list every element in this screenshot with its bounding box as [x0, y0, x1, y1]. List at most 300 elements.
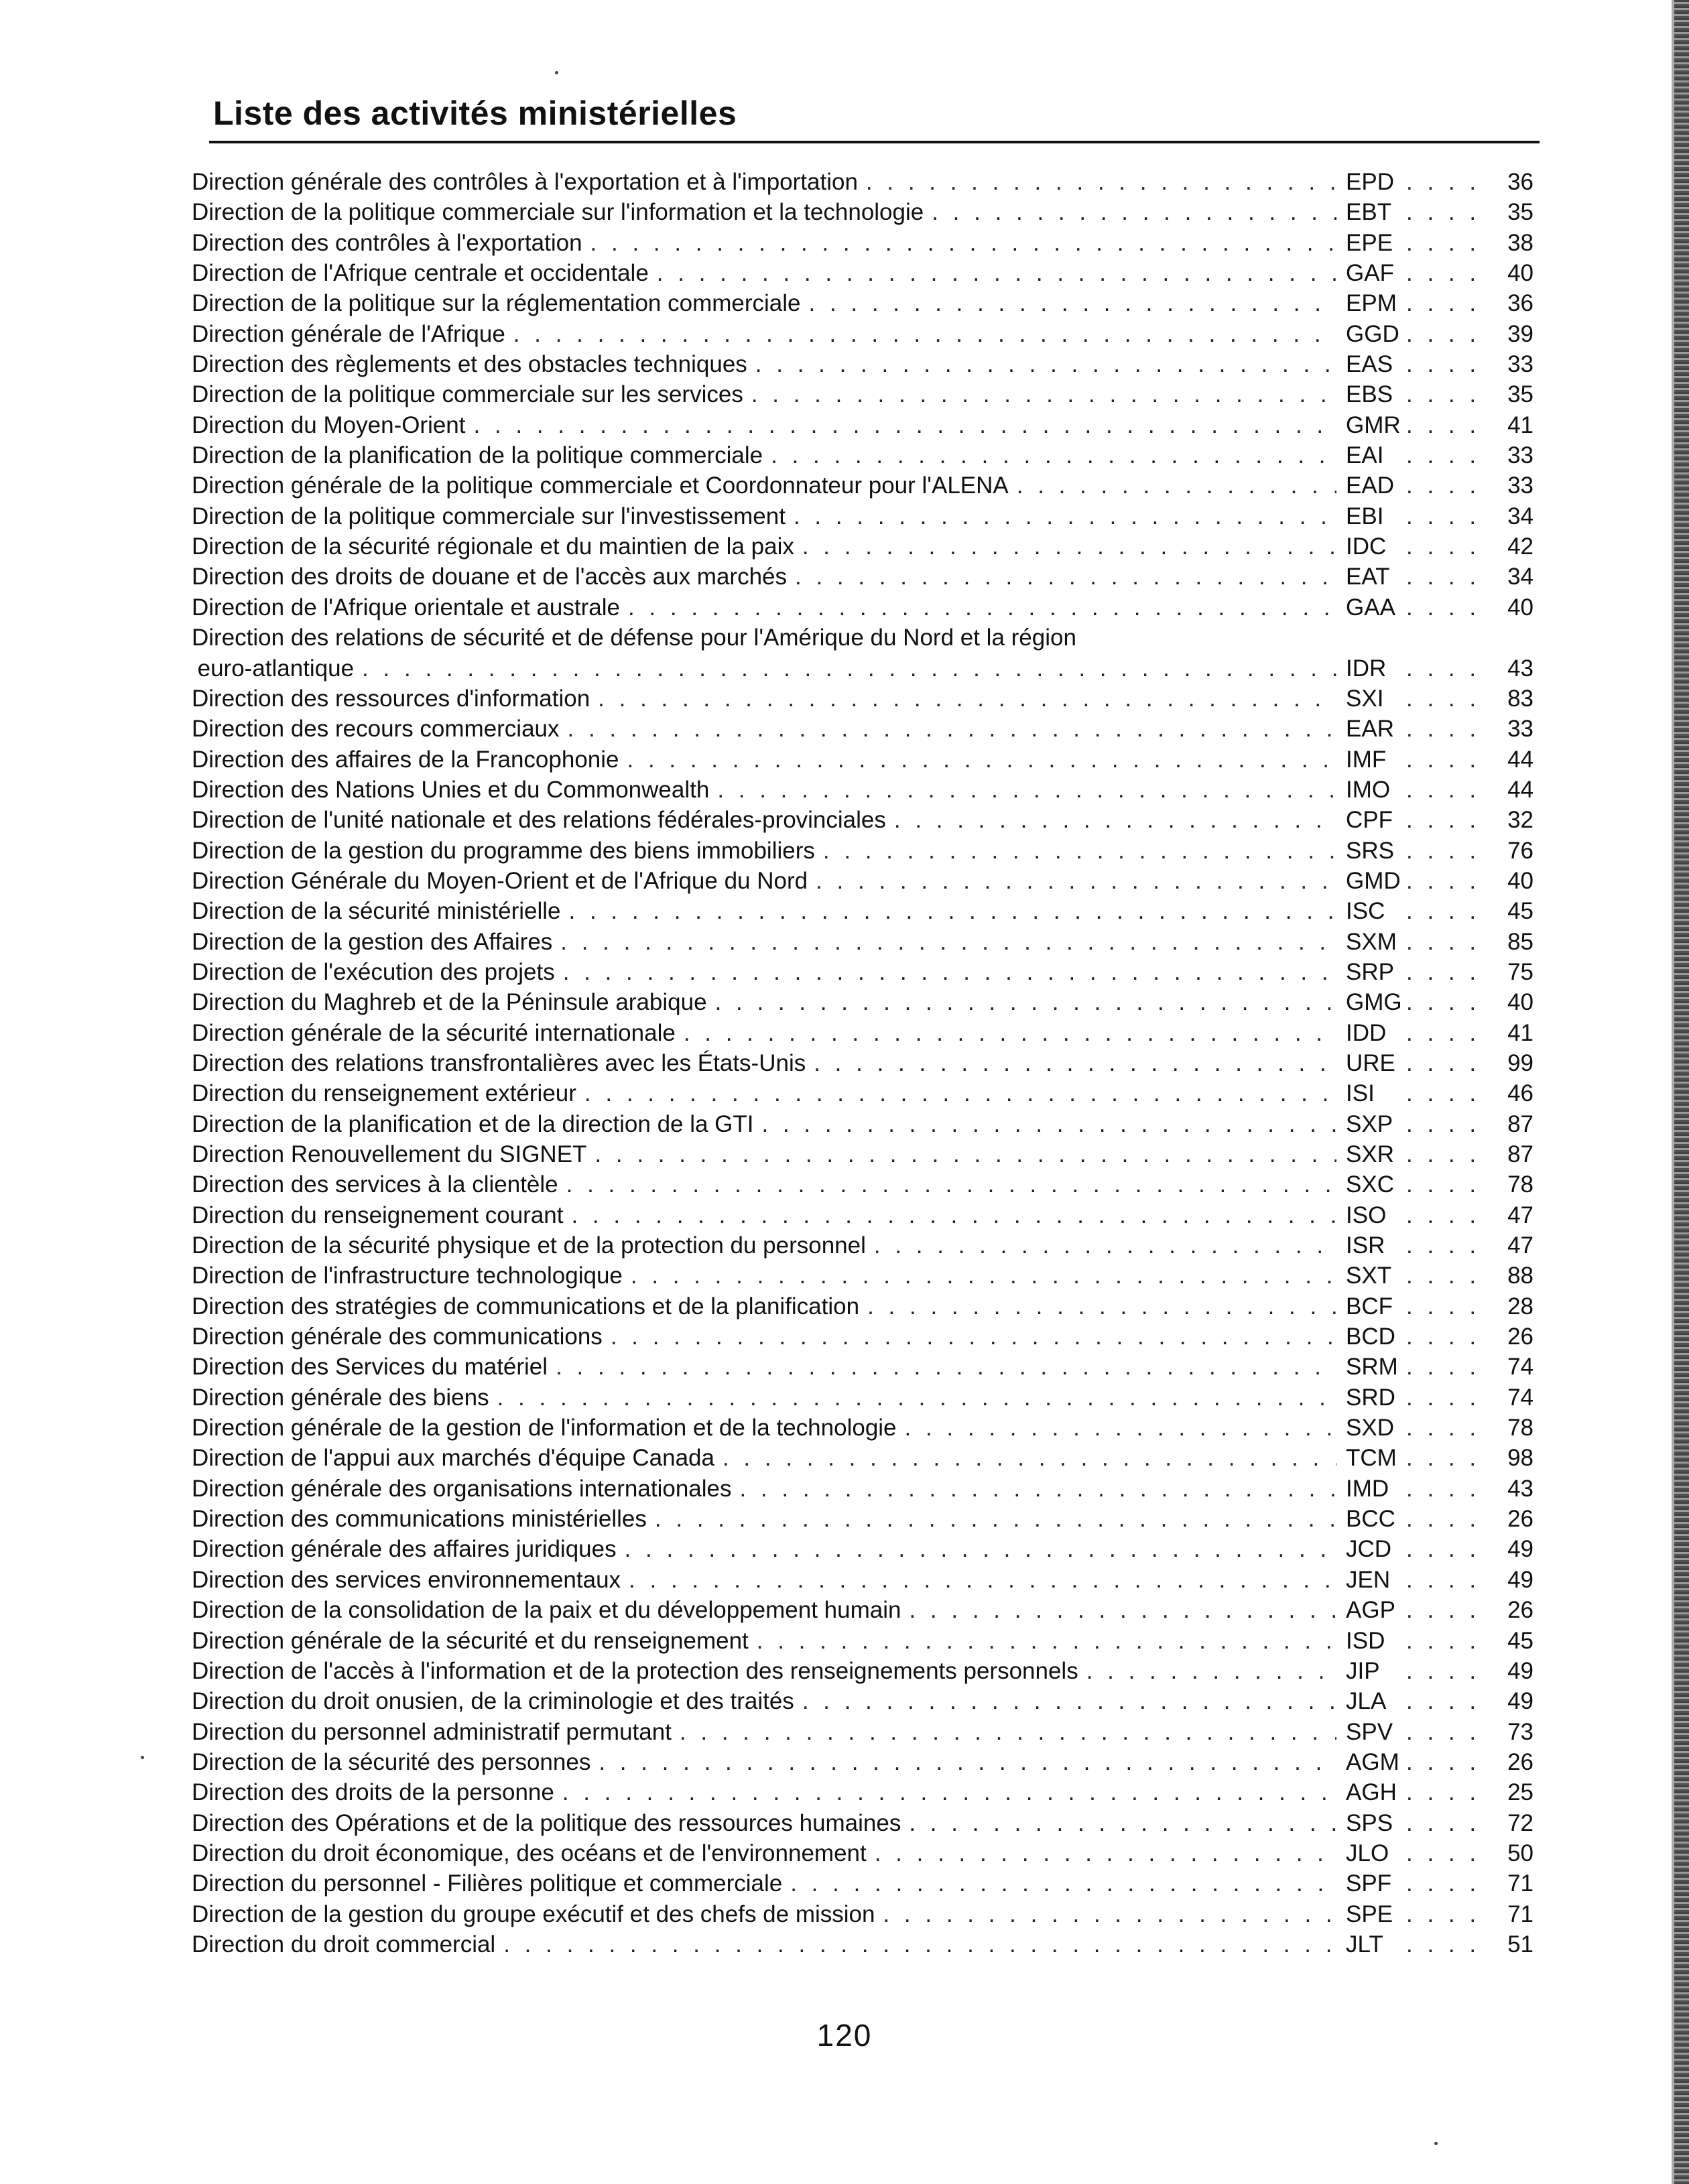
list-item [192, 169, 1534, 199]
activity-code: BCF [1346, 1293, 1393, 1320]
list-item [192, 260, 1534, 290]
activity-name: Direction des Opérations et de la politique des ressources humaines [192, 1809, 901, 1836]
dot-leader [474, 412, 1337, 439]
activity-name: Direction générale des affaires juridiques [192, 1536, 617, 1563]
activity-code: BCD [1346, 1324, 1395, 1350]
dot-leader [1406, 959, 1489, 986]
dot-leader [1406, 230, 1489, 257]
page-reference: 87 [1507, 1110, 1534, 1137]
dot-leader [802, 533, 1336, 560]
list-item-continuation [192, 655, 1534, 686]
dot-leader [628, 594, 1336, 621]
dot-leader [566, 1171, 1336, 1198]
page-number: 120 [816, 2018, 873, 2053]
dot-leader [556, 1354, 1336, 1380]
dot-leader [1406, 777, 1489, 804]
dot-leader [823, 838, 1336, 864]
list-item [192, 1870, 1534, 1901]
page-reference: 25 [1507, 1779, 1534, 1806]
dot-leader [684, 1020, 1336, 1047]
page-reference: 45 [1507, 1627, 1534, 1654]
activity-name: Direction générale de la gestion de l'information et de la technologie [192, 1415, 897, 1441]
list-item [192, 1931, 1534, 1962]
scan-speck [1434, 2142, 1438, 2145]
activity-code: BCC [1346, 1506, 1395, 1533]
activity-name: Direction générale des communications [192, 1324, 603, 1350]
dot-leader [584, 1080, 1336, 1107]
activity-code: EPE [1346, 229, 1393, 256]
page-reference: 34 [1507, 503, 1534, 529]
dot-leader [874, 1232, 1336, 1259]
dot-leader [1406, 686, 1489, 712]
activity-name: Direction du droit commercial [192, 1931, 496, 1957]
activity-name: Direction du renseignement extérieur [192, 1080, 576, 1107]
activity-code: SRS [1346, 837, 1394, 864]
dot-leader [657, 260, 1336, 287]
dot-leader [1406, 1171, 1489, 1198]
activity-code: GAF [1346, 260, 1394, 287]
dot-leader [1017, 472, 1336, 499]
activity-name: Direction de l'Afrique orientale et australe [192, 594, 620, 621]
dot-leader [1406, 1385, 1489, 1411]
dot-leader [1406, 1779, 1489, 1806]
dot-leader [875, 1840, 1336, 1867]
activity-name: Direction de la gestion du programme des biens immobiliers [192, 837, 815, 864]
list-item [192, 503, 1534, 533]
list-item [192, 472, 1534, 503]
activity-code: AGP [1346, 1597, 1395, 1624]
activity-name: Direction des services à la clientèle [192, 1171, 558, 1198]
dot-leader [751, 381, 1336, 408]
page-reference: 74 [1507, 1354, 1534, 1380]
activity-name: Direction du personnel administratif permutant [192, 1718, 672, 1745]
list-item [192, 747, 1534, 777]
dot-leader [629, 1567, 1336, 1594]
page-reference: 44 [1507, 746, 1534, 773]
dot-leader [932, 199, 1336, 226]
dot-leader [1406, 1263, 1489, 1289]
activity-name: Direction de l'exécution des projets [192, 958, 555, 985]
dot-leader [1406, 1293, 1489, 1320]
activity-code: AGH [1346, 1779, 1397, 1806]
list-item [192, 1628, 1534, 1658]
page-reference: 40 [1507, 989, 1534, 1016]
page-reference: 88 [1507, 1263, 1534, 1289]
list-item [192, 1779, 1534, 1809]
page-reference: 42 [1507, 533, 1534, 560]
activity-name: Direction de l'unité nationale et des relations fédérales-provinciales [192, 807, 886, 834]
dot-leader [1406, 260, 1489, 287]
dot-leader [1406, 199, 1489, 226]
page-reference: 87 [1507, 1141, 1534, 1167]
activity-name: Direction de la sécurité des personnes [192, 1748, 591, 1775]
activity-name: Direction de l'infrastructure technologique [192, 1263, 623, 1289]
dot-leader [563, 959, 1336, 986]
page-reference: 26 [1507, 1597, 1534, 1624]
list-item [192, 1476, 1534, 1506]
list-item [192, 1719, 1534, 1749]
activity-name: Direction du Moyen-Orient [192, 411, 466, 438]
dot-leader [560, 929, 1336, 956]
dot-leader [740, 1476, 1337, 1502]
list-item [192, 1324, 1534, 1354]
activity-code: SXD [1346, 1415, 1394, 1441]
page-reference: 49 [1507, 1688, 1534, 1715]
activity-code: IDC [1346, 533, 1387, 560]
scan-speck [141, 1756, 144, 1759]
page-reference: 40 [1507, 867, 1534, 894]
activity-code: EBT [1346, 199, 1392, 226]
activity-code: SPV [1346, 1718, 1393, 1745]
activity-code: JIP [1346, 1657, 1380, 1684]
list-item [192, 1688, 1534, 1718]
dot-leader [569, 898, 1337, 925]
activity-code: IMD [1346, 1475, 1389, 1502]
dot-leader [1406, 1719, 1489, 1746]
list-item [192, 594, 1534, 625]
list-item [192, 1050, 1534, 1080]
activity-code: SRD [1346, 1384, 1395, 1411]
dot-leader [1406, 1840, 1489, 1867]
page-reference: 72 [1507, 1809, 1534, 1836]
dot-leader [715, 989, 1336, 1016]
list-item [192, 1567, 1534, 1597]
activity-name: Direction de l'Afrique centrale et occidentale [192, 260, 649, 287]
page-reference: 71 [1507, 1870, 1534, 1897]
dot-leader [562, 1779, 1336, 1806]
list-item [192, 777, 1534, 807]
dot-leader [909, 1597, 1336, 1624]
activity-name: Direction générale de la politique commerciale et Coordonnateur pour l'ALENA [192, 472, 1009, 499]
dot-leader [1406, 898, 1489, 925]
activity-code: EAT [1346, 564, 1390, 590]
dot-leader [905, 1415, 1336, 1441]
dot-leader [1406, 564, 1489, 590]
activity-name: Direction des stratégies de communications et de la planification [192, 1293, 860, 1320]
dot-leader [362, 655, 1336, 682]
page-reference: 49 [1507, 1536, 1534, 1563]
activity-code: EBI [1346, 503, 1384, 529]
dot-leader [599, 1749, 1336, 1776]
activity-name: Direction du personnel - Filières politique et commerciale [192, 1870, 783, 1897]
list-item [192, 1415, 1534, 1445]
dot-leader [1406, 169, 1489, 196]
binding-edge [1674, 0, 1689, 2184]
dot-leader [1406, 533, 1489, 560]
dot-leader [1406, 321, 1489, 348]
page-reference: 26 [1507, 1748, 1534, 1775]
page-reference: 26 [1507, 1324, 1534, 1350]
list-item [192, 412, 1534, 442]
activity-name: Direction générale des biens [192, 1384, 489, 1411]
activity-code: IMF [1346, 746, 1387, 773]
dot-leader [816, 868, 1336, 895]
activity-name: Direction de la gestion des Affaires [192, 928, 553, 955]
dot-leader [627, 747, 1336, 773]
dot-leader [1406, 716, 1489, 743]
list-item [192, 1293, 1534, 1324]
dot-leader [1406, 1810, 1489, 1837]
dot-leader [867, 1293, 1336, 1320]
activity-name-continuation: euro-atlantique [197, 655, 355, 682]
page-reference: 78 [1507, 1415, 1534, 1441]
dot-leader [655, 1506, 1336, 1533]
activity-name: Direction des relations transfrontalières avec les États-Unis [192, 1049, 806, 1076]
list-item [192, 959, 1534, 989]
list-item [192, 1354, 1534, 1384]
page-reference: 75 [1507, 958, 1534, 985]
page-reference: 33 [1507, 716, 1534, 743]
dot-leader [717, 777, 1336, 804]
list-item [192, 1141, 1534, 1171]
dot-leader [1406, 1506, 1489, 1533]
page-reference: 44 [1507, 776, 1534, 803]
activity-code: SXT [1346, 1263, 1392, 1289]
activity-code: EAS [1346, 351, 1393, 378]
page-reference: 33 [1507, 472, 1534, 499]
list-item [192, 716, 1534, 746]
list-item [192, 686, 1534, 716]
dot-leader [1086, 1658, 1336, 1685]
activity-code: EBS [1346, 381, 1393, 408]
list-item [192, 381, 1534, 411]
dot-leader [513, 321, 1336, 348]
dot-leader [794, 503, 1336, 530]
dot-leader [790, 1870, 1336, 1897]
dot-leader [1406, 929, 1489, 956]
activity-name: Direction de la sécurité régionale et du maintien de la paix [192, 533, 794, 560]
activity-name: Direction des relations de sécurité et de défense pour l'Amérique du Nord et la région [192, 625, 1076, 651]
dot-leader [1406, 1476, 1489, 1502]
list-item [192, 351, 1534, 381]
dot-leader [1406, 503, 1489, 530]
page-reference: 47 [1507, 1202, 1534, 1228]
dot-leader [866, 169, 1336, 196]
dot-leader [1406, 1628, 1489, 1655]
scan-speck [555, 71, 558, 74]
dot-leader [625, 1536, 1336, 1563]
activity-code: JCD [1346, 1536, 1392, 1563]
list-item [192, 290, 1534, 320]
list-item [192, 1901, 1534, 1931]
dot-leader [1406, 1901, 1489, 1928]
page-reference: 74 [1507, 1384, 1534, 1411]
activity-code: SPF [1346, 1870, 1392, 1897]
activity-name: Direction des droits de douane et de l'accès aux marchés [192, 564, 788, 590]
activity-name: Direction de la sécurité physique et de la protection du personnel [192, 1232, 866, 1259]
dot-leader [1406, 1597, 1489, 1624]
dot-leader [631, 1263, 1336, 1289]
page-reference: 38 [1507, 229, 1534, 256]
activity-name: Direction générale de la sécurité internationale [192, 1019, 676, 1046]
activity-code: JLO [1346, 1840, 1389, 1866]
activity-list [192, 169, 1534, 1962]
activity-name: Direction des services environnementaux [192, 1566, 621, 1593]
activity-code: EAI [1346, 442, 1384, 469]
activity-code: SPS [1346, 1809, 1393, 1836]
page-reference: 85 [1507, 928, 1534, 955]
page-reference: 41 [1507, 1019, 1534, 1046]
activity-code: SRP [1346, 958, 1394, 985]
dot-leader [1406, 1688, 1489, 1715]
activity-name: Direction de l'accès à l'information et de la protection des renseignements personnels [192, 1657, 1078, 1684]
dot-leader [1406, 381, 1489, 408]
activity-name: Direction de la politique commerciale sur l'investissement [192, 503, 786, 529]
activity-code: EAD [1346, 472, 1394, 499]
dot-leader [1406, 1870, 1489, 1897]
activity-name: Direction de la politique commerciale sur l'information et la technologie [192, 199, 924, 226]
page-reference: 71 [1507, 1901, 1534, 1927]
activity-name: Direction des ressources d'information [192, 685, 590, 712]
activity-code: SPE [1346, 1901, 1393, 1927]
page-reference: 98 [1507, 1445, 1534, 1472]
list-item [192, 929, 1534, 959]
activity-code: GAA [1346, 594, 1395, 621]
page-reference: 45 [1507, 898, 1534, 925]
list-item [192, 807, 1534, 837]
activity-code: GMG [1346, 989, 1402, 1016]
dot-leader [762, 1111, 1336, 1138]
dot-leader [503, 1931, 1336, 1958]
page-reference: 73 [1507, 1718, 1534, 1745]
dot-leader [611, 1324, 1336, 1350]
activity-name: Direction des droits de la personne [192, 1779, 554, 1806]
dot-leader [1406, 1931, 1489, 1958]
activity-code: SXC [1346, 1171, 1394, 1198]
dot-leader [1406, 412, 1489, 439]
activity-name: Direction Générale du Moyen-Orient et de l'Afrique du Nord [192, 867, 808, 894]
activity-code: IMO [1346, 776, 1391, 803]
activity-code: AGM [1346, 1748, 1399, 1775]
page-reference: 40 [1507, 260, 1534, 287]
dot-leader [1406, 594, 1489, 621]
page-reference: 32 [1507, 807, 1534, 834]
activity-code: SXI [1346, 685, 1384, 712]
activity-name: Direction Renouvellement du SIGNET [192, 1141, 587, 1167]
page-reference: 51 [1507, 1931, 1534, 1957]
dot-leader [497, 1385, 1336, 1411]
dot-leader [723, 1445, 1336, 1472]
activity-name: Direction des règlements et des obstacles techniques [192, 351, 747, 378]
dot-leader [1406, 1445, 1489, 1472]
page-reference: 99 [1507, 1049, 1534, 1076]
page-reference: 39 [1507, 320, 1534, 347]
list-item [192, 1232, 1534, 1263]
dot-leader [1406, 290, 1489, 317]
page-reference: 43 [1507, 1475, 1534, 1502]
page-reference: 46 [1507, 1080, 1534, 1107]
page-reference: 47 [1507, 1232, 1534, 1259]
dot-leader [598, 686, 1336, 712]
list-item [192, 1536, 1534, 1566]
activity-code: ISC [1346, 898, 1385, 925]
activity-code: ISR [1346, 1232, 1385, 1259]
activity-code: SXM [1346, 928, 1397, 955]
activity-code: ISI [1346, 1080, 1375, 1107]
dot-leader [1406, 1020, 1489, 1047]
activity-name: Direction des Services du matériel [192, 1354, 548, 1380]
list-item [192, 1171, 1534, 1202]
list-item [192, 1749, 1534, 1779]
dot-leader [571, 1202, 1336, 1229]
activity-code: SXP [1346, 1110, 1393, 1137]
page-reference: 43 [1507, 655, 1534, 682]
activity-name: Direction des recours commerciaux [192, 716, 560, 743]
dot-leader [809, 290, 1337, 317]
dot-leader [1406, 472, 1489, 499]
activity-code: SRM [1346, 1354, 1398, 1380]
activity-code: JLA [1346, 1688, 1387, 1715]
activity-name: Direction de la planification et de la direction de la GTI [192, 1110, 754, 1137]
list-item [192, 321, 1534, 351]
activity-code: EPM [1346, 290, 1397, 317]
list-item [192, 1020, 1534, 1050]
activity-code: EAR [1346, 716, 1394, 743]
activity-code: SXR [1346, 1141, 1394, 1167]
page-reference: 49 [1507, 1566, 1534, 1593]
activity-code: JEN [1346, 1566, 1391, 1593]
dot-leader [1406, 838, 1489, 864]
activity-name: Direction générale des organisations internationales [192, 1475, 732, 1502]
dot-leader [1406, 747, 1489, 773]
activity-code: IDD [1346, 1019, 1387, 1046]
dot-leader [590, 230, 1336, 257]
page-reference: 26 [1507, 1506, 1534, 1533]
activity-code: EPD [1346, 169, 1394, 195]
dot-leader [795, 564, 1336, 590]
dot-leader [755, 351, 1336, 378]
list-item [192, 1385, 1534, 1415]
activity-code: ISD [1346, 1627, 1385, 1654]
dot-leader [883, 1901, 1336, 1928]
activity-name: Direction de l'appui aux marchés d'équipe Canada [192, 1445, 714, 1472]
dot-leader [802, 1688, 1336, 1715]
page-reference: 83 [1507, 685, 1534, 712]
dot-leader [1406, 1324, 1489, 1350]
page-reference: 49 [1507, 1657, 1534, 1684]
activity-name: Direction générale de la sécurité et du renseignement [192, 1627, 749, 1654]
activity-code: CPF [1346, 807, 1393, 834]
activity-name: Direction du Maghreb et de la Péninsule arabique [192, 989, 707, 1016]
activity-name: Direction de la consolidation de la paix et du développement humain [192, 1597, 901, 1624]
title-rule [209, 141, 1540, 143]
list-item [192, 1597, 1534, 1627]
dot-leader [1406, 1536, 1489, 1563]
list-item [192, 1202, 1534, 1232]
list-item [192, 1658, 1534, 1688]
dot-leader [1406, 655, 1489, 682]
list-item [192, 1080, 1534, 1110]
dot-leader [814, 1050, 1336, 1077]
activity-name: Direction de la gestion du groupe exécutif et des chefs de mission [192, 1901, 875, 1927]
activity-code: TCM [1346, 1445, 1397, 1472]
activity-name: Direction des contrôles à l'exportation [192, 229, 582, 256]
activity-name: Direction de la politique commerciale sur les services [192, 381, 743, 408]
page-reference: 50 [1507, 1840, 1534, 1866]
list-item [192, 442, 1534, 472]
dot-leader [1406, 1232, 1489, 1259]
page-reference: 76 [1507, 837, 1534, 864]
list-item [192, 1263, 1534, 1293]
dot-leader [771, 442, 1336, 469]
page-reference: 36 [1507, 290, 1534, 317]
page-reference: 41 [1507, 411, 1534, 438]
activity-code: GMD [1346, 867, 1401, 894]
activity-name: Direction générale de l'Afrique [192, 320, 505, 347]
activity-name: Direction du droit onusien, de la criminologie et des traités [192, 1688, 794, 1715]
activity-name: Direction des communications ministérielles [192, 1506, 647, 1533]
dot-leader [1406, 1141, 1489, 1168]
